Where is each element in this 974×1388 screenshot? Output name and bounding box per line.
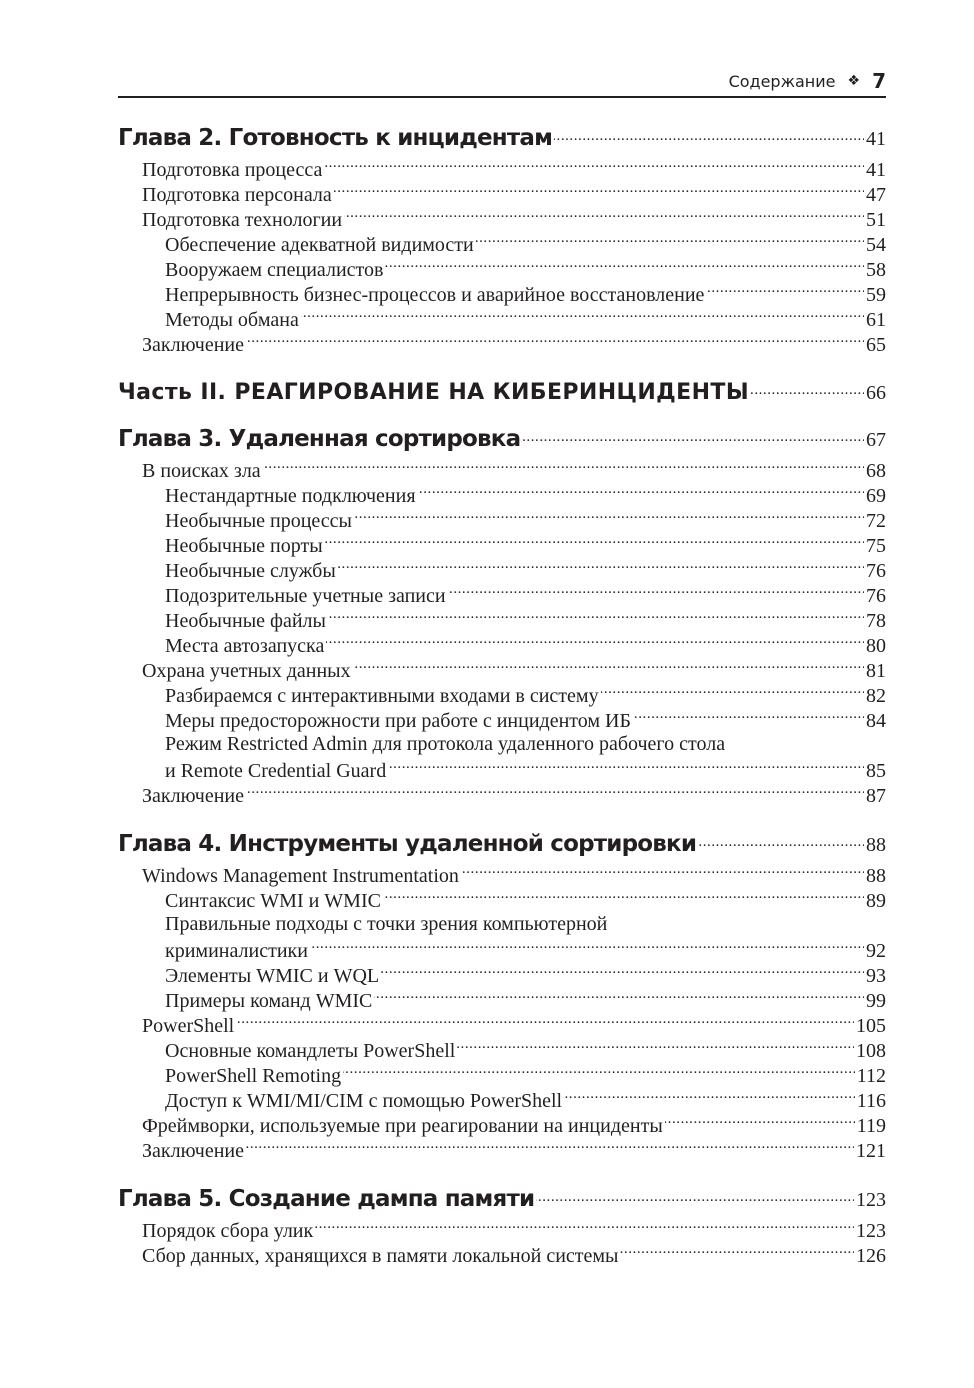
toc-subentry[interactable] [118, 557, 886, 582]
dot-leader [328, 607, 864, 627]
ornament-icon: ❖ [847, 73, 861, 89]
chapter-title: Глава 4. Инструменты удаленной сортировки [118, 831, 697, 857]
page-number: 126 [856, 1245, 886, 1267]
toc-entry[interactable] [118, 1112, 886, 1137]
toc-subentry[interactable] [118, 231, 886, 256]
dot-leader [374, 987, 864, 1007]
entry-title: В поисках зла [142, 460, 261, 482]
dot-leader [554, 122, 864, 145]
entry-title: Элементы WMIC и WQL [165, 965, 380, 987]
toc-subentry[interactable] [118, 507, 886, 532]
toc-subentry-line1[interactable] [118, 912, 886, 937]
dot-leader [564, 1087, 855, 1107]
entry-title: Меры предосторожности при работе с инцидентом ИБ [165, 710, 631, 732]
dot-leader [353, 657, 864, 677]
toc-entry[interactable] [118, 156, 886, 181]
page-number: 66 [866, 382, 886, 404]
running-header [118, 66, 886, 98]
part-title: Часть II. РЕАГИРОВАНИЕ НА КИБЕРИНЦИДЕНТЫ [118, 380, 750, 405]
chapter-title: Глава 2. Готовность к инцидентам [118, 125, 553, 151]
toc-subentry[interactable] [118, 757, 886, 782]
page-number: 41 [866, 159, 886, 181]
toc-subentry[interactable] [118, 532, 886, 557]
toc-entry[interactable] [118, 181, 886, 206]
entry-title: PowerShell [142, 1015, 235, 1037]
page-number: 123 [856, 1189, 886, 1211]
dot-leader [246, 782, 864, 802]
toc-subentry[interactable] [118, 987, 886, 1012]
toc-entry[interactable] [118, 657, 886, 682]
entry-title: Заключение [142, 1140, 244, 1162]
page-number: 93 [866, 965, 886, 987]
table-of-contents [118, 122, 886, 1267]
toc-entry[interactable] [118, 862, 886, 887]
toc-entry[interactable] [118, 1242, 886, 1267]
page-number: 88 [866, 834, 886, 856]
entry-title: Windows Management Instrumentation [142, 865, 459, 887]
toc-entry[interactable] [118, 1012, 886, 1037]
dot-leader [343, 1062, 855, 1082]
entry-title: Вооружаем специалистов [165, 259, 384, 281]
entry-title: Фреймворки, используемые при реагировании на инциденты [142, 1115, 663, 1137]
toc-subentry[interactable] [118, 962, 886, 987]
toc-subentry[interactable] [118, 582, 886, 607]
dot-leader [418, 482, 864, 502]
dot-leader [354, 507, 864, 527]
page-number: 80 [866, 635, 886, 657]
dot-leader [310, 937, 864, 957]
toc-entry[interactable] [118, 206, 886, 231]
dot-leader [461, 862, 864, 882]
toc-subentry[interactable] [118, 682, 886, 707]
dot-leader [385, 256, 864, 276]
page-number: 89 [866, 890, 886, 912]
toc-chapter-2[interactable] [118, 122, 886, 156]
dot-leader [388, 757, 864, 777]
page-number: 65 [866, 334, 886, 356]
page-number: 58 [866, 259, 886, 281]
entry-title: Непрерывность бизнес-процессов и аварийное восстановление [165, 284, 705, 306]
entry-title: Обеспечение адекватной видимости [165, 234, 474, 256]
page-number: 112 [856, 1065, 886, 1087]
toc-chapter-4[interactable] [118, 828, 886, 862]
page-number: 119 [856, 1115, 886, 1137]
dot-leader [665, 1112, 855, 1132]
page-number: 87 [866, 785, 886, 807]
dot-leader [476, 231, 864, 251]
dot-leader [324, 156, 864, 176]
entry-title: Необычные процессы [165, 510, 352, 532]
entry-title: Доступ к WMI/MI/CIM с помощью PowerShell [165, 1090, 563, 1112]
dot-leader [325, 532, 864, 552]
toc-subentry[interactable] [118, 482, 886, 507]
entry-title: Подготовка процесса [142, 159, 323, 181]
page-number: 123 [856, 1220, 886, 1242]
page-number: 82 [866, 685, 886, 707]
page-number: 81 [866, 660, 886, 682]
spacer [118, 356, 886, 377]
page-number: 85 [866, 760, 886, 782]
entry-title: Подготовка персонала [142, 184, 332, 206]
toc-subentry[interactable] [118, 632, 886, 657]
entry-title: Сбор данных, хранящихся в памяти локальной системы [142, 1245, 619, 1267]
dot-leader [457, 1037, 854, 1057]
dot-leader [633, 707, 864, 727]
entry-title: и Remote Credential Guard [165, 760, 387, 782]
page-number: 67 [866, 429, 886, 451]
page-number: 76 [866, 560, 886, 582]
page-number: 47 [866, 184, 886, 206]
entry-title: Основные командлеты PowerShell [165, 1040, 456, 1062]
page-number: 41 [866, 128, 886, 150]
toc-entry[interactable] [118, 782, 886, 807]
dot-leader [381, 962, 864, 982]
page-number: 51 [866, 209, 886, 231]
page-number: 72 [866, 510, 886, 532]
page-number: 78 [866, 610, 886, 632]
toc-chapter-3[interactable] [118, 423, 886, 457]
dot-leader [334, 181, 864, 201]
entry-title: Порядок сбора улик [142, 1220, 314, 1242]
toc-chapter-5[interactable] [118, 1183, 886, 1217]
toc-entry[interactable] [118, 457, 886, 482]
entry-title: Необычные службы [165, 560, 336, 582]
entry-title: Примеры команд WMIC [165, 990, 373, 1012]
entry-title: Нестандартные подключения [165, 485, 416, 507]
toc-entry[interactable] [118, 1137, 886, 1162]
page-number: 68 [866, 460, 886, 482]
toc-subentry[interactable] [118, 256, 886, 281]
toc-subentry[interactable] [118, 937, 886, 962]
spacer [118, 1162, 886, 1183]
toc-subentry[interactable] [118, 1087, 886, 1112]
header-title: Содержание [728, 71, 836, 91]
toc-subentry[interactable] [118, 306, 886, 331]
dot-leader [536, 1183, 854, 1206]
toc-subentry[interactable] [118, 1037, 886, 1062]
dot-leader [706, 281, 864, 301]
page-number: 76 [866, 585, 886, 607]
entry-title: Заключение [142, 785, 244, 807]
dot-leader [236, 1012, 854, 1032]
dot-leader [698, 828, 864, 851]
page-number: 116 [856, 1090, 886, 1112]
dot-leader [344, 206, 864, 226]
dot-leader [620, 1242, 854, 1262]
page-number: 61 [866, 309, 886, 331]
toc-entry[interactable] [118, 1217, 886, 1242]
entry-title: Синтаксис WMI и WMIC [165, 890, 381, 912]
page-number: 105 [856, 1015, 886, 1037]
entry-title: Методы обмана [165, 309, 299, 331]
dot-leader [601, 682, 864, 702]
entry-title: PowerShell Remoting [165, 1065, 342, 1087]
dot-leader [338, 557, 864, 577]
dot-leader [315, 1217, 854, 1237]
dot-leader [448, 582, 864, 602]
entry-title: Разбираемся с интерактивными входами в систему [165, 685, 599, 707]
page-number: 99 [866, 990, 886, 1012]
toc-subentry-line1[interactable] [118, 732, 886, 757]
page-number: 121 [856, 1140, 886, 1162]
toc-subentry[interactable] [118, 887, 886, 912]
entry-title: Подозрительные учетные записи [165, 585, 446, 607]
page-number: 88 [866, 865, 886, 887]
toc-part-2[interactable] [118, 377, 886, 411]
entry-title: криминалистики [165, 940, 308, 962]
page-number: 54 [866, 234, 886, 256]
entry-title: Необычные порты [165, 535, 323, 557]
toc-entry[interactable] [118, 331, 886, 356]
chapter-title: Глава 5. Создание дампа памяти [118, 1186, 535, 1212]
dot-leader [326, 632, 864, 652]
entry-title: Охрана учетных данных [142, 660, 351, 682]
entry-title: Правильные подходы с точки зрения компьютерной [165, 913, 608, 935]
dot-leader [301, 306, 864, 326]
entry-title: Места автозапуска [165, 635, 325, 657]
entry-title: Заключение [142, 334, 244, 356]
entry-title: Необычные файлы [165, 610, 326, 632]
entry-title: Подготовка технологии [142, 209, 343, 231]
spacer [118, 807, 886, 828]
dot-leader [522, 423, 864, 446]
header-page-number: 7 [872, 69, 886, 93]
dot-leader [383, 887, 864, 907]
dot-leader [246, 1137, 854, 1157]
dot-leader [751, 377, 864, 399]
toc-subentry[interactable] [118, 607, 886, 632]
page-number: 92 [866, 940, 886, 962]
entry-title: Режим Restricted Admin для протокола удаленного рабочего стола [165, 733, 726, 755]
dot-leader [246, 331, 864, 351]
page-number: 59 [866, 284, 886, 306]
page-number: 84 [866, 710, 886, 732]
page-number: 108 [856, 1040, 886, 1062]
page-number: 75 [866, 535, 886, 557]
page-number: 69 [866, 485, 886, 507]
chapter-title: Глава 3. Удаленная сортировка [118, 426, 521, 452]
spacer [118, 411, 886, 423]
dot-leader [263, 457, 864, 477]
toc-subentry[interactable] [118, 707, 886, 732]
toc-subentry[interactable] [118, 1062, 886, 1087]
toc-subentry[interactable] [118, 281, 886, 306]
